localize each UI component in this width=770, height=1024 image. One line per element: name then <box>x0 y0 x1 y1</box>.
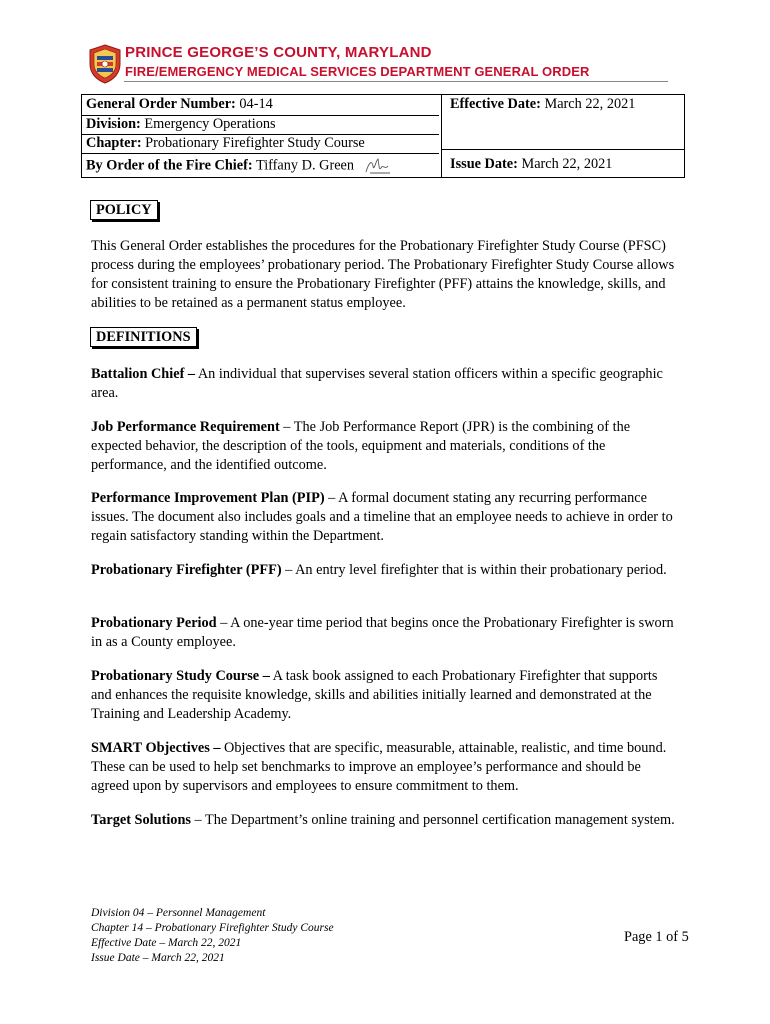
definition-item <box>91 614 681 652</box>
division-row <box>86 116 276 133</box>
definition-text: – An entry level firefighter that is within their probationary period. <box>281 562 667 578</box>
definition-text: A task book assigned to each Probationary Firefighter that supports and enhances the requisite knowledge, skills and abilities initially learned and demonstrated at the Training and Leadership Academy. <box>91 668 658 722</box>
definition-item <box>91 739 681 796</box>
order-info-left <box>82 95 439 177</box>
order-number-label: General Order Number: <box>86 96 236 112</box>
issue-date-label: Issue Date: <box>450 156 518 172</box>
definitions-heading: DEFINITIONS <box>90 327 197 347</box>
definition-item <box>91 489 681 546</box>
row-divider <box>82 153 439 154</box>
page-number: Page 1 of 5 <box>624 929 689 945</box>
footer-chapter: Chapter 14 – Probationary Firefighter Study Course <box>91 922 334 934</box>
effective-date-value: March 22, 2021 <box>544 96 636 112</box>
chapter-value: Probationary Firefighter Study Course <box>145 135 365 151</box>
by-order-label: By Order of the Fire Chief: <box>86 157 253 174</box>
header-title: PRINCE GEORGE’S COUNTY, MARYLAND <box>125 44 432 61</box>
definition-term: Battalion Chief – <box>91 366 196 382</box>
effective-date-label: Effective Date: <box>450 96 541 112</box>
policy-text: This General Order establishes the procedures for the Probationary Firefighter Study Course (PFSC) process during the employees’ probationary period. The Probationary Firefighter Study Course allows for consistent training to ensure the Probationary Firefighter (PFF) attains the knowledge, skills, and abilities to be retained as a permanent status employee. <box>91 238 675 311</box>
definition-text: – The Job Performance Report (JPR) is the combining of the expected behavior, the description of the tools, equipment and materials, conditions of the performance, and the identified outcome. <box>91 419 631 473</box>
by-order-value: Tiffany D. Green <box>255 157 355 174</box>
row-divider <box>442 149 685 150</box>
definition-item <box>91 811 681 830</box>
definition-item <box>91 667 681 724</box>
definition-term: Probationary Study Course – <box>91 668 270 684</box>
definition-text: – A one-year time period that begins once the Probationary Firefighter is sworn in as a County employee. <box>91 615 674 650</box>
chapter-row <box>86 135 365 152</box>
definition-term: SMART Objectives – <box>91 740 221 756</box>
header-subtitle: FIRE/EMERGENCY MEDICAL SERVICES DEPARTMENT GENERAL ORDER <box>125 64 590 79</box>
definition-term: Probationary Firefighter (PFF) <box>91 562 282 578</box>
definition-item <box>91 365 681 403</box>
order-number-row <box>86 96 273 113</box>
chapter-label: Chapter: <box>86 135 142 151</box>
order-number-value: 04-14 <box>239 96 273 112</box>
definition-text: – The Department’s online training and personnel certification management system. <box>190 812 675 828</box>
policy-heading: POLICY <box>90 200 158 220</box>
definition-term: Performance Improvement Plan (PIP) <box>91 490 325 506</box>
order-info-right <box>441 95 685 177</box>
definition-term: Probationary Period <box>91 615 217 631</box>
division-value: Emergency Operations <box>144 116 276 132</box>
issue-date-value: March 22, 2021 <box>521 156 613 172</box>
signature-icon <box>364 156 392 176</box>
definition-term: Job Performance Requirement <box>91 419 280 435</box>
definition-item <box>91 561 681 580</box>
division-label: Division: <box>86 116 141 132</box>
order-info-table <box>81 94 685 178</box>
footer-info <box>91 906 334 966</box>
footer-division: Division 04 – Personnel Management <box>91 907 266 919</box>
footer-issue-date: Issue Date – March 22, 2021 <box>91 952 225 964</box>
county-seal-icon <box>88 44 122 84</box>
by-order-row <box>86 156 392 176</box>
definition-text: Objectives that are specific, measurable, attainable, realistic, and time bound. These can be used to help set benchmarks to improve an employee’s performance and should be agreed upon by supervisors and employees to ensure commitment to them. <box>91 740 667 794</box>
footer-effective-date: Effective Date – March 22, 2021 <box>91 937 242 949</box>
issue-date-row <box>450 156 612 173</box>
definition-text: An individual that supervises several station officers within a specific geographic area. <box>91 366 663 401</box>
effective-date-row <box>450 96 635 113</box>
definition-text: – A formal document stating any recurring performance issues. The document also includes goals and a timeline that an employee needs to achieve in order to regain satisfactory standing within the Department. <box>91 490 673 544</box>
header-divider <box>124 81 668 82</box>
definition-term: Target Solutions <box>91 812 191 828</box>
definition-item <box>91 418 681 475</box>
